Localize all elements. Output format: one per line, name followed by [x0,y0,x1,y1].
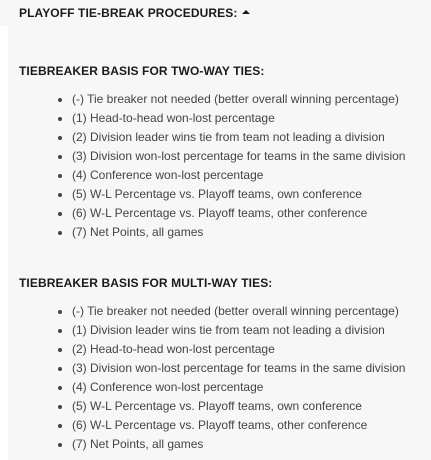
bullet-icon [58,136,62,140]
bullet-icon [58,212,62,216]
bullet-icon [58,424,62,428]
bullet-icon [58,405,62,409]
bullet-icon [58,231,62,235]
tie-break-procedures-toggle[interactable] [19,4,250,22]
bullet-icon [58,193,62,197]
bullet-icon [58,329,62,333]
two-way-ties-title: TIEBREAKER BASIS FOR TWO-WAY TIES: [19,64,265,78]
bullet-icon [58,348,62,352]
bullet-icon [58,386,62,390]
bullet-icon [58,310,62,314]
bullet-icon [58,367,62,371]
section-header-title: PLAYOFF TIE-BREAK PROCEDURES: [19,6,238,20]
bullet-icon [58,117,62,121]
bullet-icon [58,174,62,178]
bullet-icon [58,98,62,102]
bullet-icon [58,155,62,159]
bullet-icon [58,443,62,447]
multi-way-ties-title: TIEBREAKER BASIS FOR MULTI-WAY TIES: [19,276,273,290]
caret-up-icon [242,10,250,14]
left-panel-edge [0,26,8,460]
